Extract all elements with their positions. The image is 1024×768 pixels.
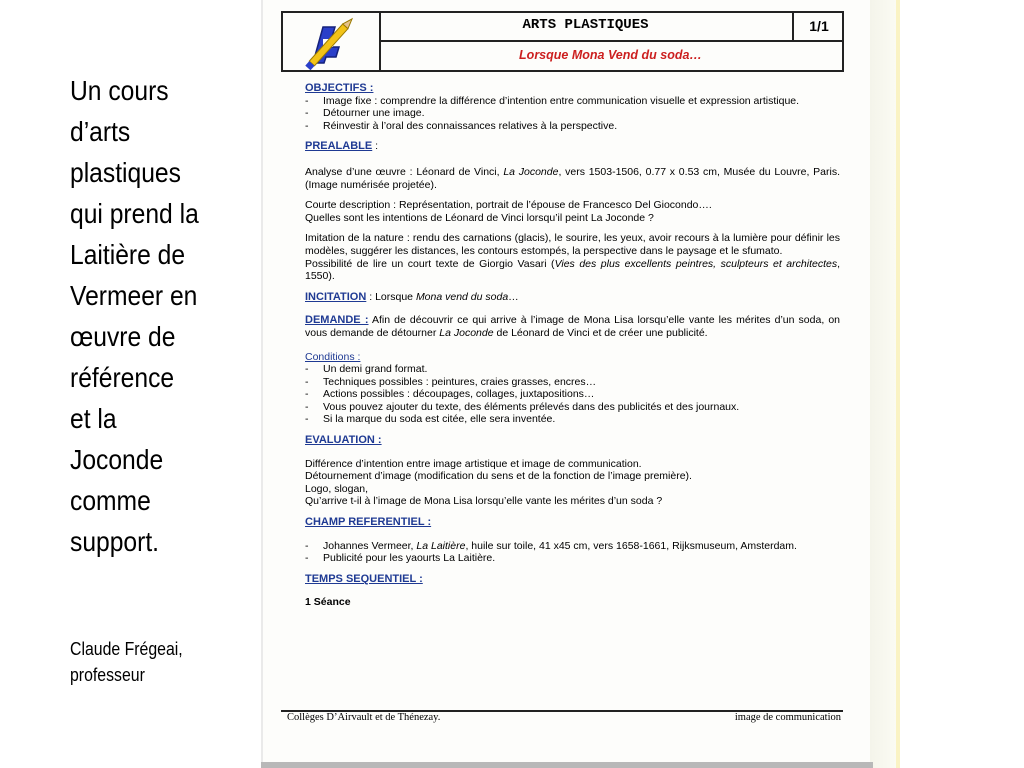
artwork-title: La Joconde bbox=[439, 326, 494, 339]
text-run: Johannes Vermeer, bbox=[323, 539, 417, 552]
document-title: ARTS PLASTIQUES bbox=[379, 13, 792, 42]
caption-line: support. bbox=[70, 526, 160, 557]
list-item: - Vous pouvez ajouter du texte, des éléments prélevés dans des publicités et des journaux. bbox=[305, 401, 840, 414]
list-item: - Détourner une image. bbox=[305, 107, 840, 120]
caption-line: œuvre de bbox=[70, 321, 176, 352]
evaluation-line: Différence d’intention entre image artistique et image de communication. bbox=[305, 457, 642, 470]
author-credit bbox=[70, 636, 224, 688]
text-run: Analyse d’une œuvre : Léonard de Vinci, bbox=[305, 165, 504, 178]
document-header bbox=[281, 11, 844, 72]
document-subtitle: Lorsque Mona Vend du soda… bbox=[519, 48, 702, 62]
caption-line: et la bbox=[70, 403, 117, 434]
caption-line: Laitière de bbox=[70, 239, 186, 270]
section-heading-prealable: PREALABLE bbox=[305, 140, 373, 153]
list-item: - Réinvestir à l’oral des connaissances relatives à la perspective. bbox=[305, 120, 840, 133]
artwork-title: La Joconde bbox=[503, 165, 559, 178]
sheet-shadow-edge bbox=[870, 0, 896, 768]
logo-cell bbox=[283, 13, 381, 70]
text-run: , 1550). bbox=[305, 257, 840, 283]
section-heading-champ: CHAMP REFERENTIEL : bbox=[305, 516, 432, 529]
list-item: - Un demi grand format. bbox=[305, 363, 840, 376]
document-body bbox=[305, 82, 840, 609]
evaluation-line: Logo, slogan, bbox=[305, 482, 369, 495]
caption-line: d’arts bbox=[70, 116, 131, 147]
section-heading-temps: TEMPS SEQUENTIEL : bbox=[305, 572, 423, 585]
list-item: - Image fixe : comprendre la différence d’intention entre communication visuelle et expression artistique. bbox=[305, 95, 840, 108]
footer-topic: image de communication bbox=[734, 712, 841, 723]
text-run: , vers 1503-1506, 0.77 x 0.53 cm, Musée du Louvre, Paris. (Image numérisée projetée). bbox=[305, 165, 841, 191]
heading-suffix: : bbox=[372, 140, 379, 153]
section-heading-conditions: Conditions : bbox=[305, 350, 361, 363]
section-heading-objectifs: OBJECTIFS : bbox=[305, 82, 374, 94]
objectifs-list bbox=[305, 95, 840, 133]
artwork-title: La Laitière bbox=[416, 539, 466, 552]
list-item: - Si la marque du soda est citée, elle sera inventée. bbox=[305, 413, 840, 426]
text-run: : Lorsque bbox=[366, 290, 416, 303]
demande-paragraph bbox=[305, 314, 840, 339]
text-run: Afin de découvrir ce qui arrive à l’image de Mona Lisa lorsqu’elle vante les mérites d’un soda, on vous demande de détourner bbox=[305, 314, 840, 339]
text-run: de Léonard de Vinci et de créer une publicité. bbox=[493, 326, 708, 339]
caption-line: qui prend la bbox=[70, 198, 199, 229]
slide-caption bbox=[70, 70, 224, 562]
author-name: Claude Frégeai, bbox=[70, 639, 183, 659]
sheet-bottom-edge bbox=[261, 762, 873, 768]
text-run: … bbox=[508, 290, 519, 303]
section-heading-evaluation: EVALUATION : bbox=[305, 434, 382, 447]
section-heading-incitation: INCITATION bbox=[305, 290, 367, 303]
sheet-yellow-edge bbox=[896, 0, 900, 768]
list-item: - Publicité pour les yaourts La Laitière. bbox=[305, 552, 840, 565]
caption-line: Joconde bbox=[70, 444, 164, 475]
book-title: Vies des plus excellents peintres, sculpteurs et architectes bbox=[554, 257, 838, 270]
prealable-heading-line bbox=[305, 140, 840, 153]
caption-line: Un cours bbox=[70, 75, 169, 106]
description-question: Quelles sont les intentions de Léonard de Vinci lorsqu’il peint La Joconde ? bbox=[305, 211, 654, 224]
conditions-list bbox=[305, 363, 840, 426]
text-run-italic: Mona vend du soda bbox=[415, 290, 509, 303]
list-item bbox=[305, 540, 840, 553]
list-item: - Techniques possibles : peintures, craies grasses, encres… bbox=[305, 376, 840, 389]
footer-schools: Collèges D’Airvault et de Thénezay. bbox=[287, 712, 441, 723]
caption-line: comme bbox=[70, 485, 151, 516]
pencil-and-4-icon bbox=[283, 13, 379, 70]
caption-line: Vermeer en bbox=[70, 280, 198, 311]
incitation-line bbox=[305, 291, 840, 304]
description-line: Courte description : Représentation, portrait de l’épouse de Francesco Del Giocondo…. bbox=[305, 199, 712, 212]
page-number: 1/1 bbox=[792, 13, 844, 42]
temps-value: 1 Séance bbox=[305, 596, 351, 609]
list-item: - Actions possibles : découpages, collages, juxtapositions… bbox=[305, 388, 840, 401]
section-heading-demande: DEMANDE : bbox=[305, 314, 369, 327]
caption-line: plastiques bbox=[70, 157, 181, 188]
text-run: , huile sur toile, 41 x45 cm, vers 1658-1661, Rijksmuseum, Amsterdam. bbox=[465, 539, 797, 552]
analyse-paragraph bbox=[305, 166, 840, 191]
text-run: Possibilité de lire un court texte de Giorgio Vasari ( bbox=[305, 257, 555, 270]
evaluation-line: Qu’arrive t-il à l’image de Mona Lisa lorsqu’elle vante les mérites d’un soda ? bbox=[305, 495, 663, 508]
author-role: professeur bbox=[70, 665, 145, 685]
champ-list bbox=[305, 540, 840, 565]
imitation-paragraph: Imitation de la nature : rendu des carnations (glacis), le sourire, les yeux, avoir recours à la lumière pour définir les modèles, suggérer les distances, les contours estompés, la perspective dans le paysage et le sfumato. bbox=[305, 232, 840, 257]
vasari-paragraph bbox=[305, 258, 840, 283]
caption-line: référence bbox=[70, 362, 175, 393]
evaluation-line: Détournement d’image (modification du sens et de la fonction de l’image première). bbox=[305, 470, 692, 483]
